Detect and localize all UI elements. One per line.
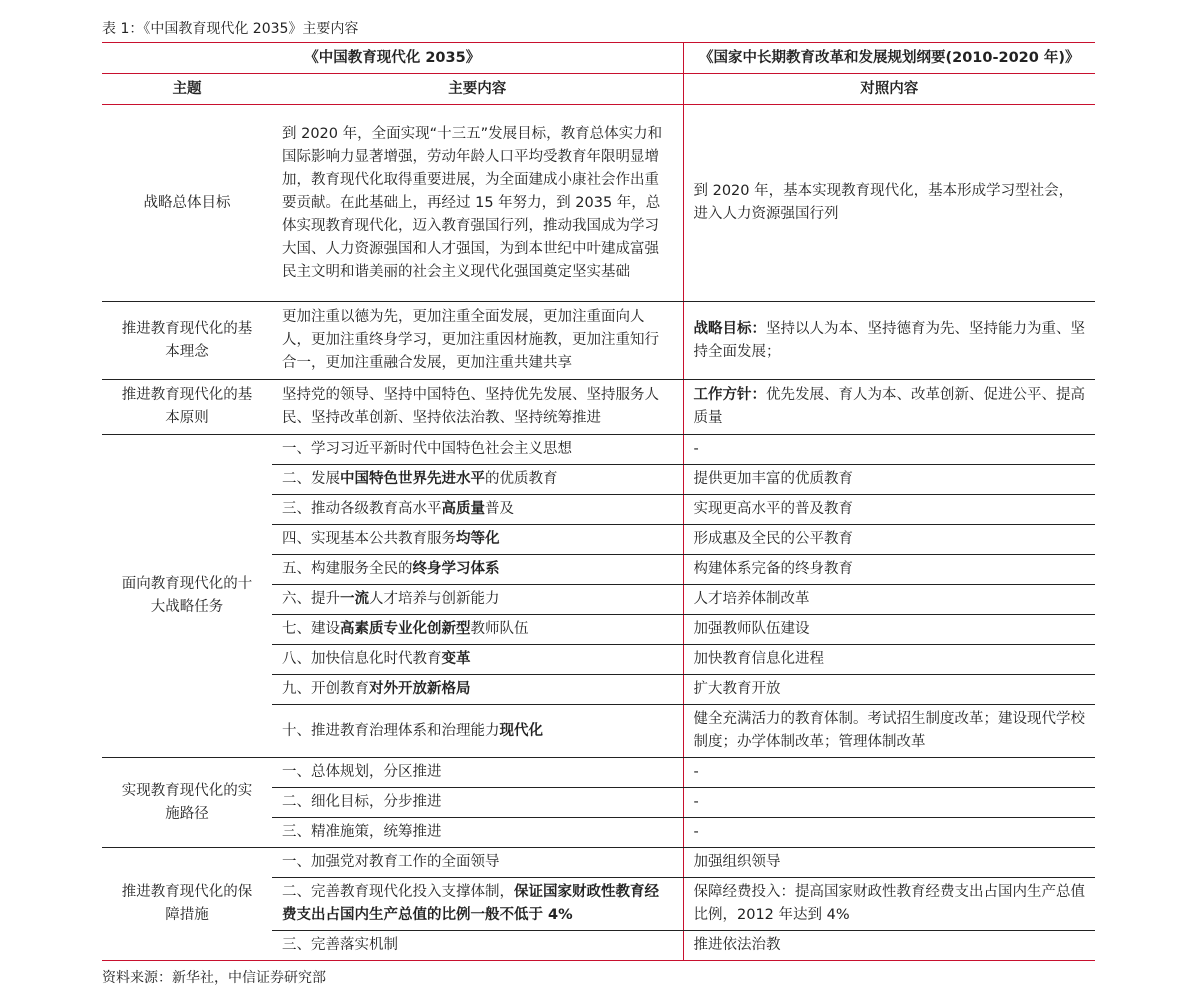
ref-cell: - <box>683 435 1095 465</box>
ref-cell <box>683 380 1095 435</box>
content-text: 四、实现基本公共教育服务 <box>282 531 456 547</box>
content-cell <box>272 555 683 585</box>
header-ref: 对照内容 <box>683 74 1095 105</box>
content-cell: 三、精准施策，统筹推进 <box>272 818 683 848</box>
content-bold: 一流 <box>340 591 369 607</box>
header-right-group: 《国家中长期教育改革和发展规划纲要(2010-2020 年)》 <box>683 43 1095 74</box>
ref-cell: 形成惠及全民的公平教育 <box>683 525 1095 555</box>
content-bold: 均等化 <box>456 531 500 547</box>
content-cell <box>272 525 683 555</box>
theme-cell: 实现教育现代化的实施路径 <box>102 758 272 848</box>
content-text: 五、构建服务全民的 <box>282 561 413 577</box>
ref-cell: 推进依法治教 <box>683 931 1095 961</box>
content-bold: 中国特色世界先进水平 <box>340 471 485 487</box>
content-cell <box>272 705 683 758</box>
table-column-header-row <box>102 74 1095 105</box>
ref-cell: - <box>683 818 1095 848</box>
ref-cell: 保障经费投入：提高国家财政性教育经费支出占国内生产总值比例，2012 年达到 4% <box>683 878 1095 931</box>
content-bold: 现代化 <box>499 722 543 739</box>
content-cell <box>272 645 683 675</box>
table-row <box>102 758 1095 788</box>
content-cell <box>272 435 683 465</box>
content-bold: 高质量 <box>441 501 485 517</box>
content-cell: 更加注重以德为先，更加注重全面发展，更加注重面向人人，更加注重终身学习，更加注重因材施教，更加注重知行合一，更加注重融合发展，更加注重共建共享 <box>272 302 683 380</box>
content-text: 六、提升 <box>282 591 340 607</box>
table-row <box>102 380 1095 435</box>
content-cell: 一、加强党对教育工作的全面领导 <box>272 848 683 878</box>
source-note: 资料来源：新华社，中信证券研究部 <box>102 970 326 986</box>
content-cell <box>272 585 683 615</box>
theme-cell: 推进教育现代化的基本原则 <box>102 380 272 435</box>
content-cell <box>272 675 683 705</box>
content-cell: 二、细化目标，分步推进 <box>272 788 683 818</box>
content-text: 人才培养与创新能力 <box>369 591 500 607</box>
content-text: 三、推动各级教育高水平 <box>282 501 442 517</box>
education-modernization-table <box>102 42 1095 961</box>
content-text: 二、发展 <box>282 471 340 487</box>
theme-cell: 面向教育现代化的十大战略任务 <box>102 435 272 758</box>
content-cell: 三、完善落实机制 <box>272 931 683 961</box>
content-cell <box>272 878 683 931</box>
content-text: 十、推进教育治理体系和治理能力 <box>282 722 500 739</box>
ref-cell: - <box>683 758 1095 788</box>
table-group-header-row <box>102 43 1095 74</box>
ref-cell: 扩大教育开放 <box>683 675 1095 705</box>
content-cell <box>272 465 683 495</box>
ref-cell: 构建体系完备的终身教育 <box>683 555 1095 585</box>
ref-cell: 到 2020 年，基本实现教育现代化，基本形成学习型社会，进入人力资源强国行列 <box>683 105 1095 302</box>
content-text: 教师队伍 <box>470 621 529 637</box>
content-bold: 变革 <box>441 651 471 667</box>
content-bold: 对外开放新格局 <box>369 681 471 697</box>
ref-text: 坚持以人为本、坚持德育为先、坚持能力为重、坚持全面发展； <box>693 320 1085 360</box>
content-text: 八、加快信息化时代教育 <box>282 651 442 667</box>
content-bold: 终身学习体系 <box>412 561 500 577</box>
ref-cell: 人才培养体制改革 <box>683 585 1095 615</box>
ref-cell: 加强组织领导 <box>683 848 1095 878</box>
content-bold: 保证国家财政性教育经费支出占国内生产总值的比例一般不低于 4% <box>282 884 659 923</box>
content-cell: 一、总体规划，分区推进 <box>272 758 683 788</box>
theme-cell: 战略总体目标 <box>102 105 272 302</box>
table-row <box>102 435 1095 465</box>
content-text: 九、开创教育 <box>282 681 369 697</box>
table-row <box>102 105 1095 302</box>
theme-cell: 推进教育现代化的基本理念 <box>102 302 272 380</box>
ref-cell: 加强教师队伍建设 <box>683 615 1095 645</box>
ref-cell: 加快教育信息化进程 <box>683 645 1095 675</box>
ref-cell: 实现更高水平的普及教育 <box>683 495 1095 525</box>
theme-cell: 推进教育现代化的保障措施 <box>102 848 272 961</box>
content-cell <box>272 495 683 525</box>
content-cell: 到 2020 年，全面实现“十三五”发展目标，教育总体实力和国际影响力显著增强，劳动年龄人口平均受教育年限明显增加，教育现代化取得重要进展，为全面建成小康社会作出重要贡献。在此基础上，再经过 15 年努力，到 2035 年，总体实现教育现代化，迈入教育强国行列，推动我国成为学习大国、人力资源强国和人才强国，为到本世纪中叶建成富强民主文明和谐美丽的社会主义现代化强国奠定坚实基础 <box>272 105 683 302</box>
content-text: 一、学习习近平新时代中国特色社会主义思想 <box>282 441 572 457</box>
ref-bold-label: 战略目标： <box>693 320 766 337</box>
table-caption: 表 1：《中国教育现代化 2035》主要内容 <box>102 21 359 37</box>
content-text: 的优质教育 <box>485 471 558 487</box>
header-content: 主要内容 <box>272 74 683 105</box>
content-bold: 高素质专业化创新型 <box>340 621 471 637</box>
header-theme: 主题 <box>102 74 272 105</box>
header-left-group: 《中国教育现代化 2035》 <box>102 43 683 74</box>
ref-text: 优先发展、育人为本、改革创新、促进公平、提高质量 <box>693 387 1085 426</box>
ref-cell: 提供更加丰富的优质教育 <box>683 465 1095 495</box>
ref-cell: - <box>683 788 1095 818</box>
content-cell: 坚持党的领导、坚持中国特色、坚持优先发展、坚持服务人民、坚持改革创新、坚持依法治教、坚持统筹推进 <box>272 380 683 435</box>
content-text: 七、建设 <box>282 621 340 637</box>
content-cell <box>272 615 683 645</box>
content-text: 普及 <box>485 501 514 517</box>
ref-cell: 健全充满活力的教育体制。考试招生制度改革；建设现代学校制度；办学体制改革；管理体制改革 <box>683 705 1095 758</box>
content-text: 二、完善教育现代化投入支撑体制， <box>282 884 514 900</box>
ref-bold-label: 工作方针： <box>693 387 766 403</box>
table-row <box>102 302 1095 380</box>
ref-cell <box>683 302 1095 380</box>
table-row <box>102 848 1095 878</box>
